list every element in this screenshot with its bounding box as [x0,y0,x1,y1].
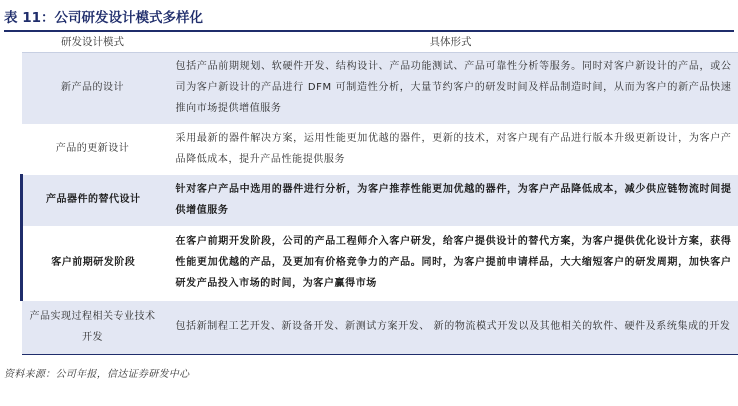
mode-cell: 产品的更新设计 [22,125,164,175]
table-title: 表 11：公司研发设计模式多样化 [4,10,203,26]
table-row [22,227,738,301]
mode-cell: 产品实现过程相关专业技术开发 [22,301,164,355]
table-row [22,53,738,125]
header-mode: 研发设计模式 [22,32,164,53]
form-cell: 采用最新的器件解决方案，运用性能更加优越的器件，更新的技术，对客户现有产品进行版本升级更新设计，为客户产品降低成本，提升产品性能提供服务 [164,125,738,175]
table-header-row [22,32,738,53]
mode-cell: 产品器件的替代设计 [22,175,164,227]
form-cell: 包括产品前期规划、软硬件开发、结构设计、产品功能测试、产品可靠性分析等服务。同时对客户新设计的产品，或公司为客户新设计的产品进行 DFM 可制造性分析，大量节约客户的研发时间及样品制造时间，从而为客户的新产品快速推向市场提供增值服务 [164,53,738,125]
mode-cell: 客户前期研发阶段 [22,227,164,301]
table-row [22,125,738,175]
rd-design-mode-table [20,32,738,355]
table-row [22,301,738,355]
form-cell: 针对客户产品中选用的器件进行分析，为客户推荐性能更加优越的器件，为客户产品降低成本，减少供应链物流时间提供增值服务 [164,175,738,227]
mode-cell: 新产品的设计 [22,53,164,125]
header-form: 具体形式 [164,32,738,53]
form-cell: 包括新制程工艺开发、新设备开发、新测试方案开发、 新的物流模式开发以及其他相关的软件、硬件及系统集成的开发 [164,301,738,355]
form-cell: 在客户前期开发阶段，公司的产品工程师介入客户研发，给客户提供设计的替代方案，为客户提供优化设计方案，获得性能更加优越的产品，及更加有价格竞争力的产品。同时，为客户提前申请样品，大大缩短客户的研发周期，加快客户研发产品投入市场的时间，为客户赢得市场 [164,227,738,301]
source-note: 资料来源：公司年报，信达证券研发中心 [4,369,190,380]
table-row [22,175,738,227]
